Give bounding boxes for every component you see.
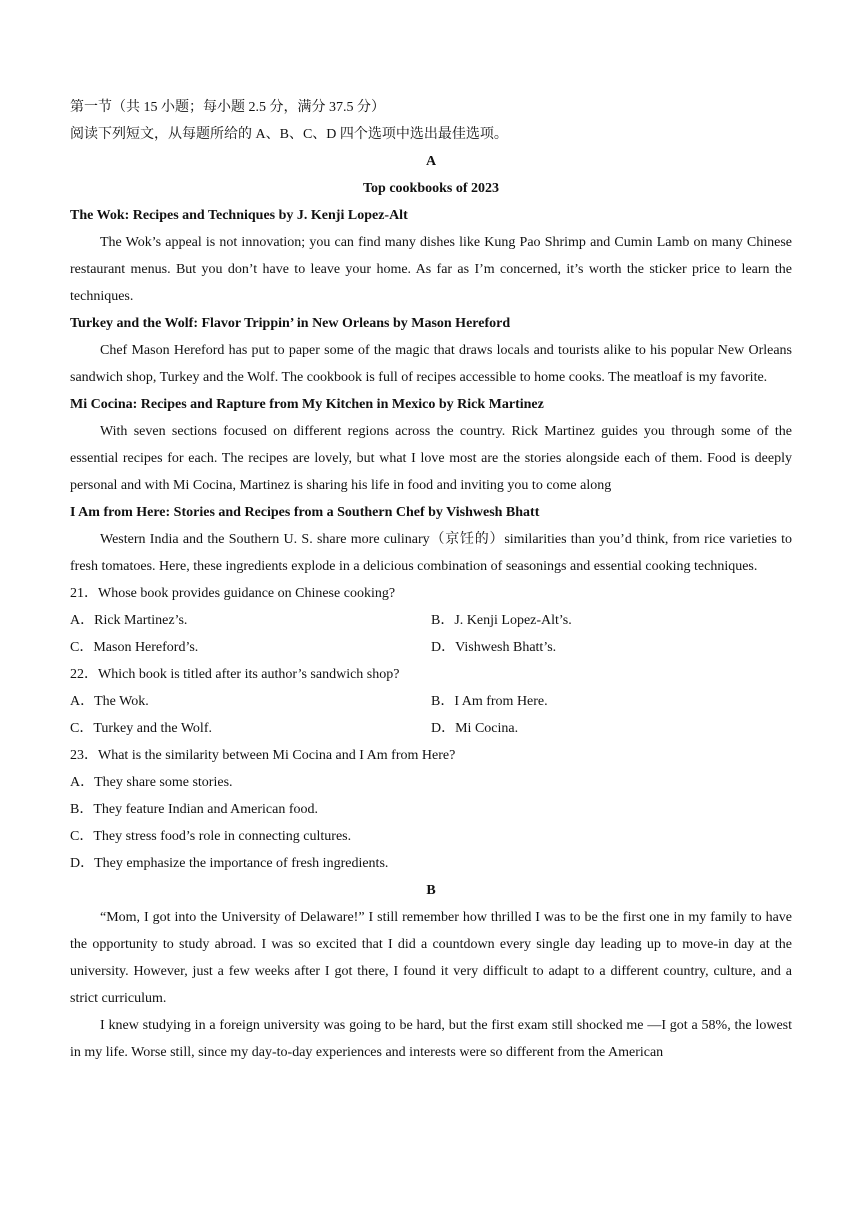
book-heading-mi-cocina: Mi Cocina: Recipes and Rapture from My Kitchen in Mexico by Rick Martinez [70, 397, 544, 412]
exam-page [70, 94, 792, 1066]
book-text-mi-cocina: With seven sections focused on different regions across the country. Rick Martinez guides you through some of the essential recipes for each. The recipes are lovely, but what I love most are the stories alongside each of them. Food is deeply personal and with Mi Cocina, Martinez is sharing his life in food and inviting you to come along [70, 424, 792, 493]
book-text-turkey-wolf: Chef Mason Hereford has put to paper some of the magic that draws locals and tourists alike to his popular New Orleans sandwich shop, Turkey and the Wolf. The cookbook is full of recipes accessible to home cooks. The meatloaf is my favorite. [70, 343, 792, 385]
question-22-option-a: A．The Wok. [70, 694, 149, 709]
question-21-options-row-2 [70, 634, 792, 661]
question-21-option-b: B．J. Kenji Lopez-Alt’s. [431, 613, 572, 628]
book-heading-turkey-wolf: Turkey and the Wolf: Flavor Trippin’ in New Orleans by Mason Hereford [70, 316, 511, 331]
question-22-options-row-1 [70, 688, 792, 715]
passage-a-title: Top cookbooks of 2023 [362, 181, 500, 196]
section-info: 第一节（共 15 小题；每小题 2.5 分，满分 37.5 分） [70, 100, 385, 115]
passage-b-paragraph-2: I knew studying in a foreign university was going to be hard, but the first exam still shocked me —I got a 58%, the lowest in my life. Worse still, since my day-to-day experiences and interests were so different from the American [70, 1018, 792, 1060]
instruction: 阅读下列短文，从每题所给的 A、B、C、D 四个选项中选出最佳选项。 [70, 127, 508, 142]
question-22-option-c: C．Turkey and the Wolf. [70, 721, 212, 736]
question-22-option-d: D．Mi Cocina. [431, 721, 519, 736]
book-heading-wok: The Wok: Recipes and Techniques by J. Kenji Lopez-Alt [70, 208, 408, 223]
question-23-option-c: C．They stress food’s role in connecting cultures. [70, 829, 352, 844]
question-22-options-row-2 [70, 715, 792, 742]
passage-a-label: A [425, 154, 437, 169]
passage-b-paragraph-1: “Mom, I got into the University of Delaware!” I still remember how thrilled I was to be the first one in my family to have the opportunity to study abroad. I was so excited that I did a countdown every single day leading up to move-in day at the university. However, just a few weeks after I got there, I found it very difficult to adapt to a different country, culture, and a strict curriculum. [70, 910, 792, 1006]
question-21-option-d: D．Vishwesh Bhatt’s. [431, 640, 557, 655]
book-heading-i-am-from-here: I Am from Here: Stories and Recipes from a Southern Chef by Vishwesh Bhatt [70, 505, 540, 520]
question-23-option-a: A．They share some stories. [70, 775, 233, 790]
question-23-stem: 23．What is the similarity between Mi Cocina and I Am from Here? [70, 748, 456, 763]
question-21-stem: 21．Whose book provides guidance on Chinese cooking? [70, 586, 396, 601]
book-text-i-am-from-here: Western India and the Southern U. S. share more culinary（京饪的）similarities than you’d think, from rice varieties to fresh tomatoes. Here, these ingredients explode in a delicious combination of seasonings and essential cooking techniques. [70, 532, 792, 574]
book-text-wok: The Wok’s appeal is not innovation; you can find many dishes like Kung Pao Shrimp and Cumin Lamb on many Chinese restaurant menus. But you don’t have to leave your home. As far as I’m concerned, it’s worth the sticker price to learn the techniques. [70, 235, 792, 304]
question-23-option-d: D．They emphasize the importance of fresh ingredients. [70, 856, 389, 871]
question-21-option-a: A．Rick Martinez’s. [70, 613, 188, 628]
passage-b-label: B [426, 883, 436, 898]
question-21-option-c: C．Mason Hereford’s. [70, 640, 199, 655]
question-23-option-b: B．They feature Indian and American food. [70, 802, 319, 817]
question-22-stem: 22．Which book is titled after its author’s sandwich shop? [70, 667, 400, 682]
question-21-options-row-1 [70, 607, 792, 634]
question-22-option-b: B．I Am from Here. [431, 694, 548, 709]
